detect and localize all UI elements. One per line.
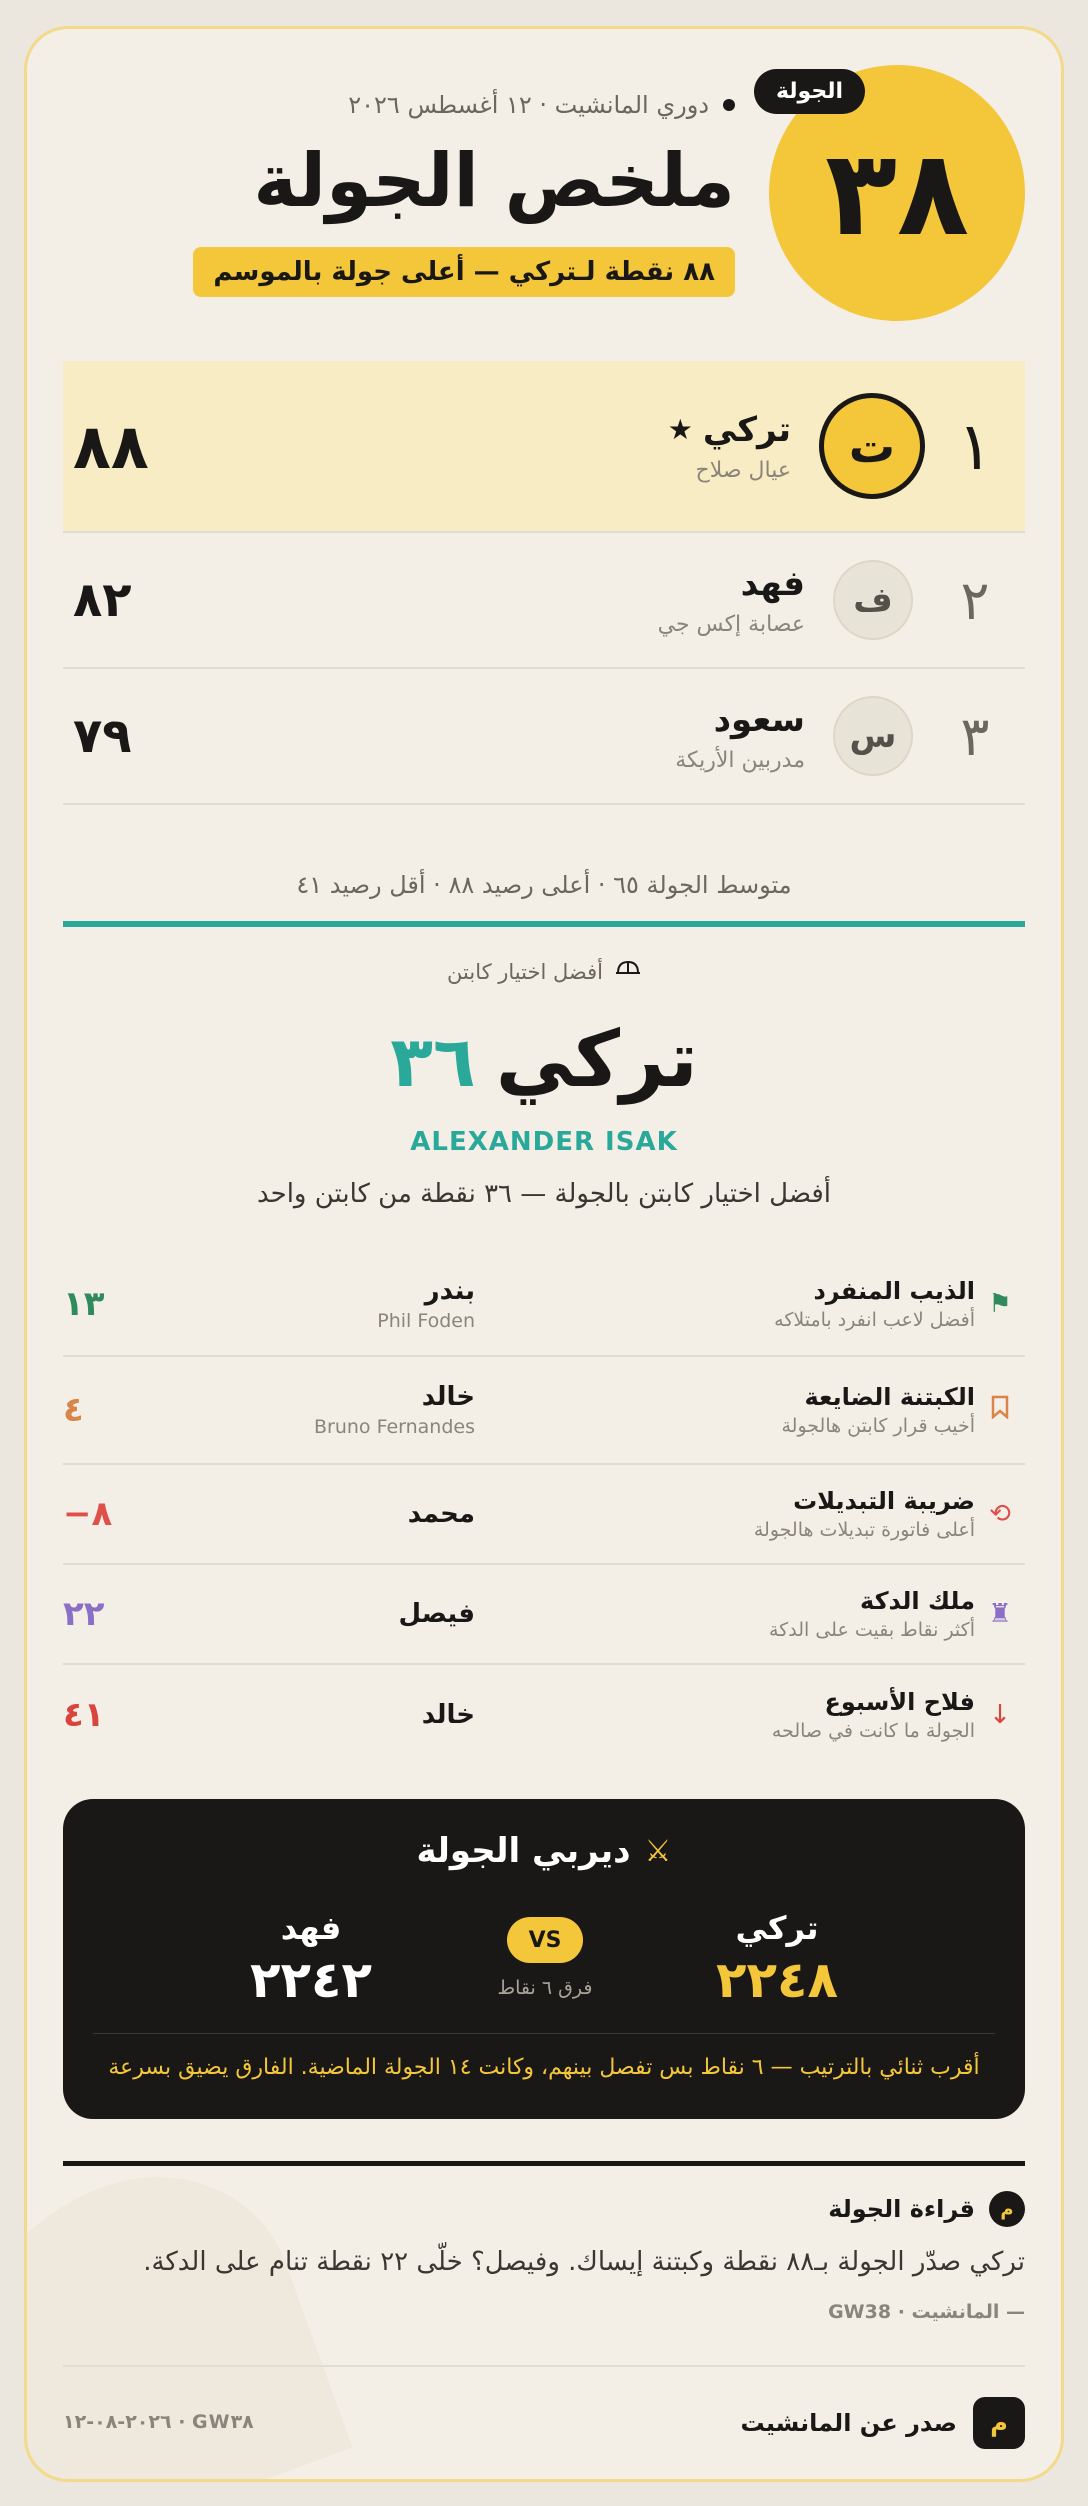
captain-player: ALEXANDER ISAK bbox=[410, 1127, 678, 1157]
manager-name: سعود bbox=[713, 699, 805, 740]
award-winner: فيصل bbox=[398, 1599, 475, 1629]
rank: ٣ bbox=[960, 704, 990, 768]
avatar: ف bbox=[833, 560, 913, 640]
star-icon: ★ bbox=[667, 413, 693, 446]
captain-highlight bbox=[27, 1015, 1061, 1105]
captain-label-text: أفضل اختيار كابتن bbox=[447, 959, 603, 984]
award-subtitle: أكثر نقاط بقيت على الدكة bbox=[769, 1619, 975, 1641]
award-subtitle: أعلى فاتورة تبديلات هالجولة bbox=[753, 1519, 975, 1541]
avatar: س bbox=[833, 696, 913, 776]
arrow-down-icon: ↓ bbox=[989, 1700, 1011, 1730]
standing-row[interactable] bbox=[63, 669, 1025, 805]
team-name: عصابة إكس جي bbox=[657, 611, 805, 637]
captain-label bbox=[27, 959, 1061, 984]
reading-header bbox=[828, 2191, 1025, 2227]
award-row[interactable] bbox=[63, 1465, 1025, 1565]
award-player: Phil Foden bbox=[377, 1310, 475, 1332]
footer-brand bbox=[740, 2397, 1025, 2449]
award-value: ١٣ bbox=[63, 1284, 105, 1324]
derby-diff: فرق ٦ نقاط bbox=[497, 1977, 593, 1999]
derby-title: ديربي الجولة bbox=[416, 1831, 631, 1871]
standing-row[interactable] bbox=[63, 361, 1025, 533]
manager-name: تركي bbox=[702, 409, 791, 450]
award-title: فلاح الأسبوع bbox=[824, 1688, 975, 1716]
award-value: ٢٢ bbox=[63, 1594, 105, 1634]
league-date: دوري المانشيت · ١٢ أغسطس ٢٠٢٦ bbox=[348, 91, 709, 119]
award-title: ملك الدكة bbox=[860, 1587, 975, 1615]
bench-icon: ♜ bbox=[988, 1599, 1012, 1629]
score: ٧٩ bbox=[73, 708, 132, 764]
manager-name: فهد bbox=[740, 563, 805, 604]
reading-title: قراءة الجولة bbox=[828, 2195, 975, 2223]
divider bbox=[63, 921, 1025, 927]
league-meta bbox=[348, 91, 735, 119]
brand-text: صدر عن المانشيت bbox=[740, 2409, 957, 2437]
award-title: الكبتنة الضايعة bbox=[804, 1383, 975, 1411]
derby-right bbox=[647, 1909, 907, 2009]
derby-manager: فهد bbox=[280, 1909, 342, 1947]
derby-note: أقرب ثنائي بالترتيب — ٦ نقاط بس تفصل بينهم، وكانت ١٤ الجولة الماضية. الفارق يضيق بسرعة bbox=[108, 2055, 980, 2080]
award-value: ٤ bbox=[63, 1390, 84, 1430]
award-row[interactable] bbox=[63, 1665, 1025, 1765]
bullet-icon bbox=[723, 99, 735, 111]
award-value: ٤١ bbox=[63, 1695, 105, 1735]
page-title: ملخص الجولة bbox=[253, 138, 735, 224]
gameweek-label: الجولة bbox=[754, 69, 865, 114]
award-title: الذيب المنفرد bbox=[813, 1277, 975, 1305]
award-row[interactable] bbox=[63, 1253, 1025, 1357]
awards-list bbox=[63, 1253, 1025, 1765]
divider bbox=[63, 2161, 1025, 2166]
gameweek-stats: متوسط الجولة ٦٥ · أعلى رصيد ٨٨ · أقل رصيد ٤١ bbox=[296, 871, 792, 899]
reading-signature: — المانشيت · GW38 bbox=[828, 2301, 1025, 2323]
standing-row[interactable] bbox=[63, 533, 1025, 669]
team-name: عيال صلاح bbox=[695, 457, 791, 483]
award-row[interactable] bbox=[63, 1565, 1025, 1665]
award-player: Bruno Fernandes bbox=[313, 1416, 475, 1438]
derby-score: ٢٢٤٨ bbox=[715, 1951, 839, 2009]
score: ٨٢ bbox=[73, 572, 132, 628]
avatar: ت bbox=[819, 393, 925, 499]
gameweek-number: ٣٨ bbox=[824, 124, 970, 262]
report-card bbox=[24, 26, 1064, 2482]
vs-badge: VS bbox=[507, 1917, 583, 1963]
brand-logo: م bbox=[973, 2397, 1025, 2449]
award-winner: محمد bbox=[407, 1499, 475, 1529]
award-winner: خالد bbox=[421, 1382, 475, 1412]
divider bbox=[63, 2365, 1025, 2367]
derby-score: ٢٢٤٢ bbox=[249, 1951, 373, 2009]
award-row[interactable] bbox=[63, 1357, 1025, 1465]
award-winner: بندر bbox=[424, 1276, 475, 1306]
award-subtitle: أخيب قرار كابتن هالجولة bbox=[781, 1415, 975, 1437]
rank: ١ bbox=[957, 407, 993, 485]
award-winner: خالد bbox=[421, 1700, 475, 1730]
flag-icon: ⚑ bbox=[988, 1289, 1012, 1319]
footer-code: GW٣٨ · ٢٠٢٦-٠٨-١٢ bbox=[63, 2411, 254, 2433]
award-subtitle: أفضل لاعب انفرد بامتلاكه bbox=[774, 1309, 975, 1331]
captain-manager: تركي bbox=[495, 1015, 698, 1105]
team-name: مدربين الأريكة bbox=[675, 747, 805, 773]
derby-manager: تركي bbox=[735, 1909, 819, 1947]
score: ٨٨ bbox=[73, 409, 149, 483]
derby-left bbox=[181, 1909, 441, 2009]
highlight-badge: ٨٨ نقطة لـتركي — أعلى جولة بالموسم bbox=[193, 247, 735, 297]
derby-header bbox=[63, 1831, 1025, 1871]
swap-icon: ⟲ bbox=[989, 1499, 1011, 1529]
rank: ٢ bbox=[960, 568, 990, 632]
award-title: ضريبة التبديلات bbox=[793, 1487, 975, 1515]
captain-description: أفضل اختيار كابتن بالجولة — ٣٦ نقطة من كابتن واحد bbox=[256, 1179, 832, 1209]
award-value: ٨− bbox=[63, 1494, 113, 1534]
award-subtitle: الجولة ما كانت في صالحه bbox=[771, 1720, 975, 1742]
standings-list bbox=[63, 361, 1025, 805]
swords-icon: ⚔ bbox=[644, 1833, 672, 1869]
captain-points: ٣٦ bbox=[390, 1021, 476, 1103]
reading-body: تركي صدّر الجولة بـ٨٨ نقطة وكبتنة إيساك. وفيصل؟ خلّى ٢٢ نقطة تنام على الدكة. bbox=[143, 2247, 1025, 2277]
divider bbox=[93, 2033, 995, 2034]
brand-badge: م bbox=[989, 2191, 1025, 2227]
cap-icon bbox=[615, 959, 641, 984]
bookmark-icon bbox=[975, 1395, 1025, 1426]
derby-card bbox=[63, 1799, 1025, 2119]
